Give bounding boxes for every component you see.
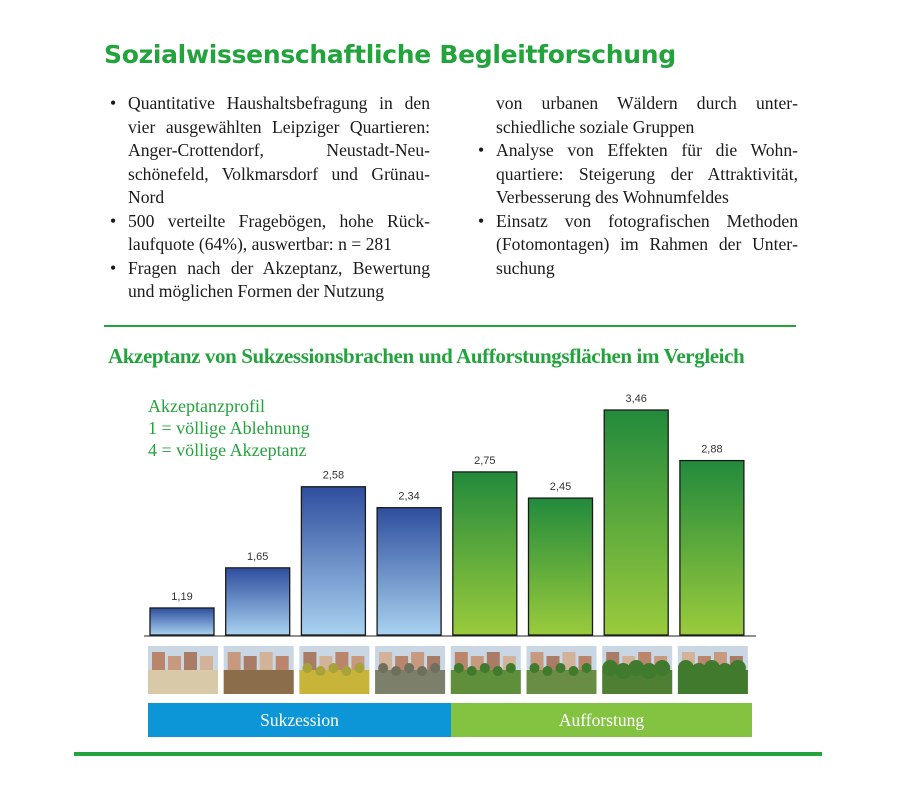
legend-note-min: 1 = völlige Ablehnung (148, 418, 310, 438)
bar-value-label-4: 2,34 (398, 490, 420, 503)
group-band-sukzession: Sukzession (148, 703, 451, 737)
bar-1 (150, 608, 214, 635)
legend-note-title: Akzeptanzprofil (148, 396, 265, 416)
bar-7 (604, 410, 668, 635)
bar-value-label-6: 2,45 (549, 481, 572, 494)
young-forest-photo-icon (527, 646, 597, 694)
bar-6 (529, 498, 593, 635)
legend-note-max: 4 = völlige Akzeptanz (148, 440, 307, 460)
group-band-aufforstung: Aufforstung (451, 703, 752, 737)
footer-line (74, 752, 822, 756)
page-title: Sozialwissenschaftliche Begleitforschung (104, 40, 676, 69)
young-forest-photo-icon (602, 646, 672, 694)
bullet-item-right-3: • Einsatz von fotografischen Methoden (Fotomontagen) im Rahmen der Untersuchung (476, 210, 798, 281)
bar-4 (377, 508, 441, 635)
fallow-land-photo-icon (224, 646, 294, 694)
fallow-land-photo-icon (148, 646, 218, 694)
bullet-item-left-1: • Quantitative Haushaltsbefragung in den vier ausgewählten Leipziger Quartieren: Anger-Crottendorf, Neustadt-Neuschönefeld, Volkmarsdorf und Grünau-Nord (108, 92, 430, 210)
bar-value-label-8: 2,88 (701, 443, 723, 456)
bar-value-label-5: 2,75 (474, 454, 496, 467)
bar-5 (453, 472, 517, 635)
bullet-item-right-2: • Analyse von Effekten für die Wohnquartiere: Steigerung der Attraktivität, Verbesserung des Wohnumfeldes (476, 139, 798, 210)
bar-3 (301, 487, 365, 635)
bar-value-label-2: 1,65 (246, 550, 269, 563)
chart-title: Akzeptanz von Sukzessionsbrachen und Aufforstungsflächen im Vergleich (108, 344, 745, 368)
young-forest-photo-icon (451, 646, 521, 694)
bar-value-label-3: 2,58 (322, 469, 345, 482)
bullet-item-left-2: • 500 verteilte Fragebögen, hohe Rücklaufquote (64%), auswertbar: n = 281 (108, 210, 430, 257)
bullet-item-left-3: • Fragen nach der Akzeptanz, Bewertung und möglichen Formen der Nutzung (108, 257, 430, 304)
meadow-photo-icon (299, 646, 369, 694)
young-forest-photo-icon (678, 646, 748, 694)
bar-value-label-1: 1,19 (171, 590, 193, 603)
bar-8 (680, 461, 744, 635)
bullet-item-right-1: von urbanen Wäldern durch unterschiedliche soziale Gruppen (496, 93, 798, 137)
bar-value-label-7: 3,46 (625, 393, 647, 405)
bar-2 (226, 568, 290, 635)
shrub-photo-icon (375, 646, 445, 694)
